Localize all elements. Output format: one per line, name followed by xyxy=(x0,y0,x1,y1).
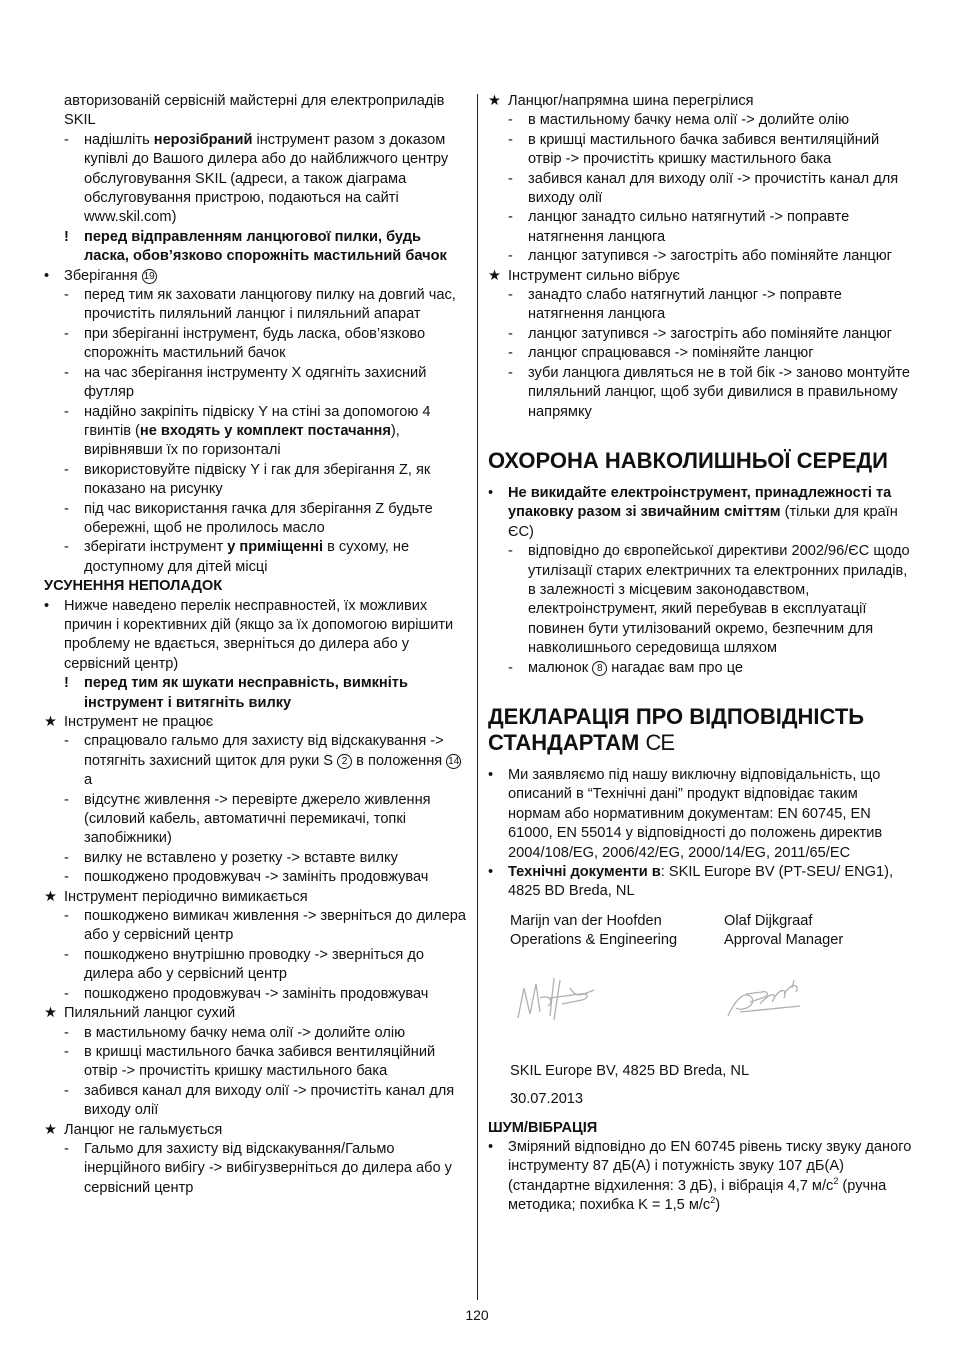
list-item-text: Інструмент періодично вимикається xyxy=(64,888,308,905)
dash-list-item xyxy=(44,791,468,849)
list-item-text: пошкоджено внутрішню проводку -> зверніться до дилера або у сервісний центр xyxy=(84,946,424,983)
warning-marker: ! xyxy=(64,228,69,245)
list-item-text: пошкоджено вимикач живлення -> зверніться до дилера або у сервісний центр xyxy=(84,908,466,944)
list-item-text: Зберігання 19 xyxy=(64,267,155,284)
list-item-text: на час зберігання інструменту X одягніть захисний футляр xyxy=(84,364,427,401)
list-item-text: Ми заявляємо під нашу виключну відповідальність, що описаний в “Технічні дані” продукт відповідає таким нормам або нормативним документам: EN 60745, EN 61000, EN 55014 у відповідності до положень директив 2004/108/EG, 2006/42/EG, 2000/14/EG, 2011/65/EC xyxy=(508,766,883,861)
list-item-text: надійно закріпіть підвіску Y на стіні за допомогою 4 гвинтів (не входять у комплект постачання), вирівнявши їх по горизонталі xyxy=(84,403,431,459)
dash-marker: - xyxy=(508,248,513,265)
list-item-text: відповідно до європейської директиви 2002/96/ЄС щодо утилізації старих електричних та електронних приладів, в залежності з місцевим законодавством, електроінструмент, який перебував в експлуатації повинен бути утилізований окремо, безпечним для навколишнього середовища шляхом xyxy=(528,543,910,657)
list-item-text: ланцюг затупився -> загостріть або поміняйте ланцюг xyxy=(528,325,893,342)
dash-marker: - xyxy=(64,131,69,148)
star-icon: ★ xyxy=(44,888,58,905)
dash-marker: - xyxy=(508,287,513,304)
superscript: 2 xyxy=(710,1195,716,1206)
list-item-text: пошкоджено продовжувач -> замініть продовжувач xyxy=(84,869,429,886)
list-item-text: ланцюг затупився -> загостріть або поміняйте ланцюг xyxy=(528,248,893,265)
star-icon: ★ xyxy=(44,714,58,730)
dash-list-item xyxy=(488,208,912,247)
dash-list-item xyxy=(44,1024,468,1043)
dash-list-item xyxy=(488,344,912,363)
dash-marker: - xyxy=(64,500,69,517)
list-item-text: в кришці мастильного бачка забився вентиляційний отвір -> прочистіть кришку мастильного бака xyxy=(84,1043,436,1080)
bullet-list-item xyxy=(44,888,468,907)
dash-list-item xyxy=(488,659,912,678)
dash-list-item xyxy=(488,131,912,170)
dash-list-item xyxy=(44,1082,468,1121)
list-item-text: спрацювало гальмо для захисту від відскакування -> потягніть захисний щиток для руки S 2 в положення 14a xyxy=(84,733,460,789)
section-heading: УСУНЕННЯ НЕПОЛАДОК xyxy=(44,578,223,595)
signatory-1 xyxy=(510,912,710,951)
right-column xyxy=(488,92,912,1216)
list-item-text: занадто слабо натягнутий ланцюг -> поправте натягнення ланцюга xyxy=(528,287,842,323)
list-item-text: під час використання гачка для зберігання Z будьте обережні, щоб не пролилось масло xyxy=(84,500,433,536)
bullet-list-item xyxy=(44,597,468,675)
list-item-text: використовуйте підвіску Y і гак для зберігання Z, як показано на рисунку xyxy=(84,461,431,498)
dash-marker: - xyxy=(508,325,513,342)
bullet-list-item xyxy=(44,267,468,286)
dash-list-item xyxy=(44,849,468,868)
dash-list-item xyxy=(44,500,468,539)
section-title xyxy=(488,704,912,756)
dash-marker: - xyxy=(508,131,513,148)
list-item-text: Не викидайте електроінструмент, принадлежності та упаковку разом зі звичайним сміттям (тільки для країн ЄС) xyxy=(508,484,898,540)
list-item-text: вилку не вставлено у розетку -> вставте вилку xyxy=(84,849,398,866)
bullet-list-item xyxy=(488,863,912,902)
star-icon: ★ xyxy=(488,267,502,284)
dash-marker: - xyxy=(64,869,69,886)
list-item-text: Нижче наведено перелік несправностей, їх можливих причин і корективних дій (якщо за їх допомогою вирішити проблему не вдається, зверніться до дилера або у сервісний центр) xyxy=(64,597,454,672)
bold-text: у приміщенні xyxy=(227,539,324,556)
bullet-marker: • xyxy=(488,864,494,880)
dash-marker: - xyxy=(64,791,69,808)
dash-marker: - xyxy=(64,985,69,1002)
dash-marker: - xyxy=(64,403,69,420)
bold-text: Не викидайте електроінструмент, принадлежності та упаковку разом зі звичайним сміттям xyxy=(508,484,892,521)
dash-marker: - xyxy=(64,287,69,304)
list-item-text: Зміряний відповідно до EN 60745 рівень тиску звуку даного інструменту 87 дБ(A) і потужність звуку 107 дБ(A) (стандартне відхилення: 3 дБ), і вібрація 4,7 $м/с^2$ (ручна методика; похибка K = 1,5 $м/с^2$) xyxy=(508,1139,912,1214)
signatory-title: Operations & Engineering xyxy=(510,932,678,949)
dash-marker: - xyxy=(508,659,513,676)
list-item-text: в кришці мастильного бачка забився вентиляційний отвір -> прочистіть кришку мастильного бака xyxy=(528,131,880,168)
signature-2-icon xyxy=(722,968,822,1028)
dash-list-item xyxy=(44,538,468,577)
bullet-list-item xyxy=(488,267,912,286)
dash-list-item xyxy=(44,868,468,887)
dash-marker: - xyxy=(508,209,513,226)
dash-marker: - xyxy=(64,325,69,342)
list-item-text: Пиляльний ланцюг сухий xyxy=(64,1005,236,1022)
dash-list-item xyxy=(44,131,468,228)
list-item-text: надішліть нерозібраний інструмент разом з доказом купівлі до Вашого дилера або до найближчого центру обслуговування SKIL (адреси, а також діаграма обслуговування пристрою, подаються на сайті www.skil.com) xyxy=(84,131,449,226)
signatory-name: Olaf Dijkgraaf xyxy=(724,912,813,929)
dash-list-item xyxy=(488,111,912,130)
dash-list-item xyxy=(44,461,468,500)
dash-list-item xyxy=(488,325,912,344)
list-item-text: Інструмент не працює xyxy=(64,714,214,730)
list-item-text: ланцюг занадто сильно натягнутий -> поправте натягнення ланцюга xyxy=(528,209,850,245)
bullet-marker: • xyxy=(488,1139,494,1156)
column-divider xyxy=(477,94,478,1300)
declaration-footer-line: 30.07.2013 xyxy=(510,1091,584,1108)
bullet-list-item xyxy=(488,766,912,863)
list-item-text: Інструмент сильно вібрує xyxy=(508,267,680,284)
dash-list-item xyxy=(488,364,912,422)
dash-list-item xyxy=(44,907,468,946)
signature-block xyxy=(510,912,912,1062)
dash-list-item xyxy=(488,247,912,266)
bullet-list-item xyxy=(488,92,912,111)
warning-marker: ! xyxy=(64,675,69,692)
signatory-name: Marijn van der Hoofden xyxy=(510,912,662,929)
list-item-text: Гальмо для захисту від відскакування/Гальмо інерційного вибігу -> вибігузверніться до дилера або у сервісний центр xyxy=(84,1140,452,1196)
page-number: 120 xyxy=(465,1307,489,1323)
bullet-list-item xyxy=(488,484,912,542)
section-title-text: ДЕКЛАРАЦІЯ ПРО ВІДПОВІДНІСТЬ СТАНДАРТАМ xyxy=(488,703,865,755)
dash-list-item xyxy=(44,1043,468,1082)
list-item-text: при зберіганні інструмент, будь ласка, обов’язково спорожніть мастильний бачок xyxy=(84,325,426,362)
bullet-marker: • xyxy=(488,766,494,783)
bullet-list-item xyxy=(44,1004,468,1023)
list-item-text: пошкоджено продовжувач -> замініть продовжувач xyxy=(84,985,429,1002)
list-item-text: забився канал для виходу олії -> прочистіть канал для виходу олії xyxy=(528,170,899,207)
dash-marker: - xyxy=(64,364,69,381)
star-icon: ★ xyxy=(44,1121,58,1138)
dash-marker: - xyxy=(508,364,513,381)
bold-text: нерозібраний xyxy=(153,131,253,148)
dash-list-item xyxy=(44,732,468,790)
star-icon: ★ xyxy=(488,93,502,109)
dash-marker: - xyxy=(508,112,513,129)
list-item-text: Ланцюг/напрямна шина перегрілися xyxy=(508,93,754,109)
list-item-text: Ланцюг не гальмується xyxy=(64,1121,223,1138)
dash-list-item xyxy=(488,286,912,325)
list-item-text: Технічні документи в: SKIL Europe BV (PT-SEU/ ENG1), 4825 BD Breda, NL xyxy=(508,864,894,900)
dash-marker: - xyxy=(64,849,69,866)
list-item-text: перед відправленням ланцюгової пилки, будь ласка, обов’язково спорожніть мастильний бачок xyxy=(84,228,447,265)
superscript: 2 xyxy=(833,1175,839,1186)
bullet-list-item xyxy=(44,1121,468,1140)
dash-marker: - xyxy=(64,908,69,925)
dash-list-item xyxy=(44,1140,468,1198)
section-title xyxy=(488,448,912,474)
circled-reference: 19 xyxy=(143,270,155,282)
warning-item xyxy=(44,674,468,713)
bold-text: не входять у комплект постачання xyxy=(139,422,391,439)
warning-item xyxy=(44,228,468,267)
list-item-text: малюнок 8 нагадає вам про це xyxy=(528,659,744,676)
dash-list-item xyxy=(44,985,468,1004)
list-item-text: забився канал для виходу олії -> прочистіть канал для виходу олії xyxy=(84,1082,455,1119)
bold-text: Технічні документи в xyxy=(508,864,661,880)
bullet-marker: • xyxy=(488,484,494,501)
dash-marker: - xyxy=(64,539,69,556)
left-column xyxy=(44,92,468,1198)
circled-reference: 8 xyxy=(592,661,607,676)
dash-marker: - xyxy=(64,1043,69,1060)
list-item-text: зберігати інструмент у приміщенні в сухому, не доступному для дітей місці xyxy=(84,539,410,575)
dash-marker: - xyxy=(508,170,513,187)
list-item-text: перед тим як заховати ланцюгову пилку на довгий час, прочистіть пиляльний ланцюг і пиляльний апарат xyxy=(84,287,456,323)
dash-list-item xyxy=(44,286,468,325)
circled-reference: 14 xyxy=(448,755,460,767)
ce-mark-icon: CE xyxy=(645,729,675,755)
list-item-text: перед тим як шукати несправність, вимкніть інструмент і витягніть вилку xyxy=(84,675,408,711)
dash-list-item xyxy=(44,946,468,985)
star-icon: ★ xyxy=(44,1005,58,1022)
bullet-list-item xyxy=(44,713,468,732)
section-heading: ШУМ/ВІБРАЦІЯ xyxy=(488,1119,598,1136)
paragraph-text: авторизованій сервісній майстерні для електроприладів SKIL xyxy=(64,93,445,129)
dash-marker: - xyxy=(508,543,513,560)
dash-list-item xyxy=(488,542,912,658)
dash-marker: - xyxy=(64,946,69,963)
dash-list-item xyxy=(44,364,468,403)
dash-list-item xyxy=(488,170,912,209)
list-item-text: зуби ланцюга дивляться не в той бік -> заново монтуйте пиляльний ланцюг, щоб зуби дивилися в правильному напрямку xyxy=(528,364,911,420)
list-item-text: в мастильному бачку нема олії -> долийте олію xyxy=(84,1024,406,1041)
dash-marker: - xyxy=(64,1140,69,1157)
dash-marker: - xyxy=(64,733,69,750)
signature-1-icon xyxy=(510,968,610,1028)
bullet-list-item xyxy=(488,1138,912,1216)
bullet-marker: • xyxy=(44,267,50,284)
dash-marker: - xyxy=(508,345,513,362)
dash-list-item xyxy=(44,403,468,461)
signatory-2 xyxy=(724,912,924,951)
dash-marker: - xyxy=(64,1024,69,1041)
list-item-text: ланцюг спрацювався -> поміняйте ланцюг xyxy=(528,345,814,362)
dash-marker: - xyxy=(64,461,69,478)
section-title-text: ОХОРОНА НАВКОЛИШНЬОЇ СЕРЕДИ xyxy=(488,447,888,473)
dash-marker: - xyxy=(64,1082,69,1099)
list-item-text: відсутнє живлення -> перевірте джерело живлення (силовий кабель, автоматичні перемикачі, топкі запобіжники) xyxy=(84,791,431,847)
bullet-marker: • xyxy=(44,597,50,614)
circled-reference: 2 xyxy=(337,754,352,769)
declaration-footer-line: SKIL Europe BV, 4825 BD Breda, NL xyxy=(510,1062,750,1079)
paragraph xyxy=(44,92,468,131)
dash-list-item xyxy=(44,325,468,364)
signatory-title: Approval Manager xyxy=(724,932,844,949)
list-item-text: в мастильному бачку нема олії -> долийте олію xyxy=(528,112,850,129)
